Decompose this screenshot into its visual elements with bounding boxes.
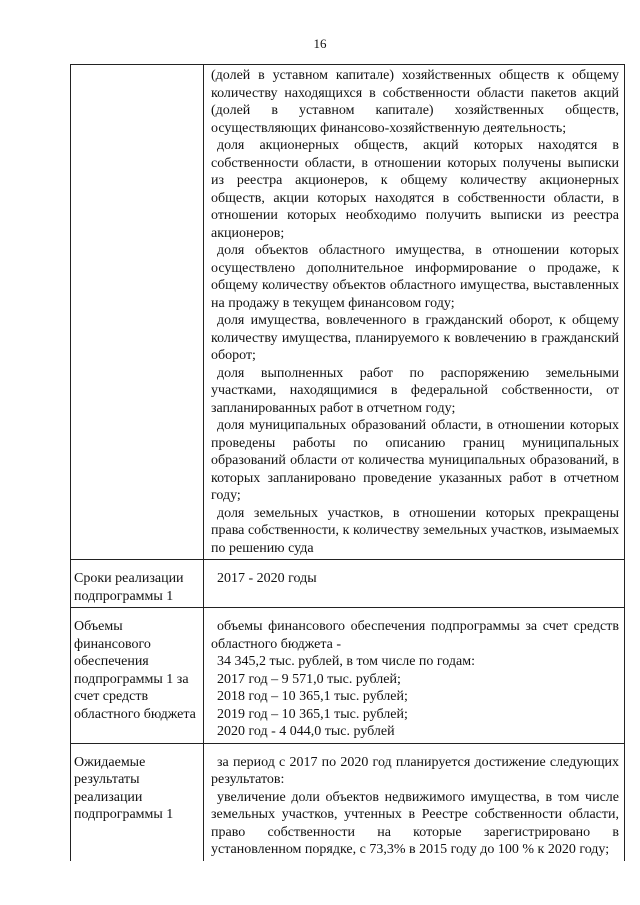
funding-year-2019: 2019 год – 10 365,1 тыс. рублей; xyxy=(217,706,408,722)
table-row-funding xyxy=(71,608,625,744)
table-row-terms xyxy=(71,560,625,608)
results-paragraph: за период с 2017 по 2020 год планируется достижение следующих результатов: xyxy=(211,754,619,787)
funding-total: 34 345,2 тыс. рублей, в том числе по годам: xyxy=(217,654,475,669)
row-label-terms: Сроки реализации подпрограммы 1 xyxy=(71,560,204,608)
page-number: 16 xyxy=(313,36,327,51)
program-passport-table xyxy=(70,64,625,861)
funding-year-2018: 2018 год – 10 365,1 тыс. рублей; xyxy=(217,689,408,704)
indicators-cell xyxy=(204,65,625,560)
row-label-empty xyxy=(71,65,204,560)
indicator-paragraph: доля объектов областного имущества, в отношении которых осуществлено дополнительное информирование о продаже, к общему количеству объектов областного имущества, выставленных на продажу в текущем финансовом году; xyxy=(211,243,619,311)
indicator-paragraph: доля земельных участков, в отношении которых прекращены права собственности, к количеству земельных участков, изымаемых по решению суда xyxy=(211,505,619,556)
funding-cell xyxy=(204,608,625,744)
results-cell xyxy=(204,743,625,861)
row-label-funding: Объемы финансового обеспечения подпрограммы 1 за счет средств областного бюджета xyxy=(71,608,204,744)
funding-paragraph: объемы финансового обеспечения подпрограммы за счет средств областного бюджета - xyxy=(211,619,619,652)
table-row-results xyxy=(71,743,625,861)
indicator-paragraph: (долей в уставном капитале) хозяйственных обществ к общему количеству находящихся в собственности области пакетов акций (долей в уставном капитале) хозяйственных обществ, осуществляющих финансово-хозяйственную деятельность; xyxy=(211,68,619,136)
table-row-indicators xyxy=(71,65,625,560)
indicator-paragraph: доля акционерных обществ, акций которых находятся в собственности области, в отношении которых получены выписки из реестра акционеров, к общему количеству акционерных обществ, акции которых находятся в собственности области, в отношении которых необходимо получить выписки из реестра акционеров; xyxy=(211,138,619,241)
terms-cell xyxy=(204,560,625,608)
funding-year-2020: 2020 год - 4 044,0 тыс. рублей xyxy=(217,724,395,739)
indicator-paragraph: доля муниципальных образований области, в отношении которых проведены работы по описанию границ муниципальных образований области от количества муниципальных образований, в которых запланировано проведение указанных работ в отчетном году; xyxy=(211,418,619,503)
funding-year-2017: 2017 год – 9 571,0 тыс. рублей; xyxy=(217,671,401,687)
indicator-paragraph: доля имущества, вовлеченного в гражданский оборот, к общему количеству имущества, планируемого к вовлечению в гражданский оборот; xyxy=(211,313,619,363)
indicator-paragraph: доля выполненных работ по распоряжению земельными участками, находящимися в федеральной собственности, от запланированных работ в отчетном году; xyxy=(211,365,619,416)
row-label-results: Ожидаемые результаты реализации подпрограммы 1 xyxy=(71,743,204,861)
terms-value: 2017 - 2020 годы xyxy=(217,571,317,586)
results-paragraph: увеличение доли объектов недвижимого имущества, в том числе земельных участков, учтенных в Реестре собственности области, право собственности на которые зарегистрировано в установленном порядке, с 73,3% в 2015 году до 100 % к 2020 году; xyxy=(211,789,619,857)
